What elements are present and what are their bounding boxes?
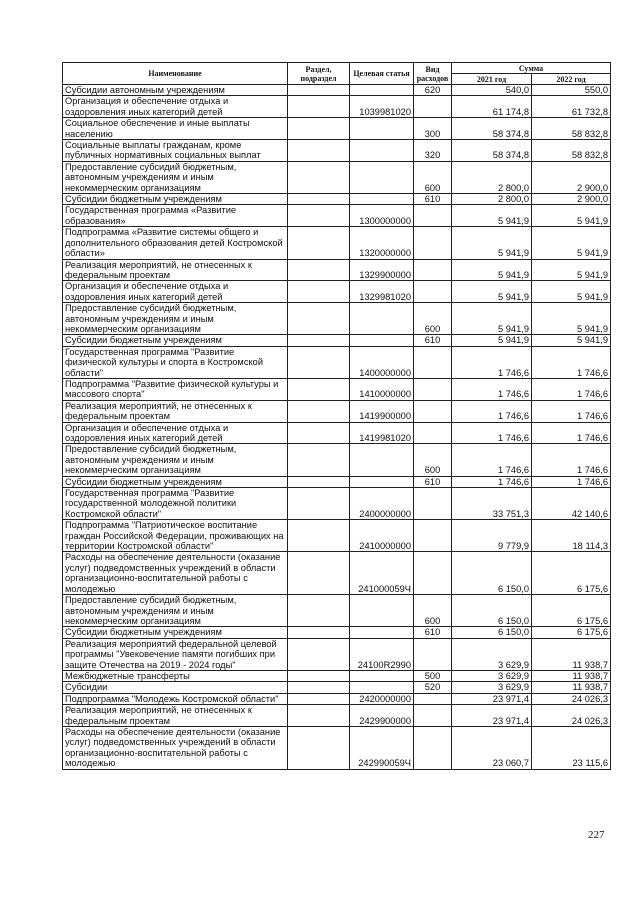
row-expense-type	[414, 705, 452, 727]
row-name: Предоставление субсидий бюджетным, автономным учреждениям и иным некоммерческим организациям	[63, 444, 288, 476]
table-row	[63, 638, 611, 670]
row-amount-2022: 58 832,8	[532, 118, 611, 140]
row-target-code: 1329900000	[350, 259, 414, 281]
row-amount-2022: 550,0	[532, 85, 611, 96]
row-section	[288, 638, 350, 670]
row-amount-2021: 9 779,9	[452, 520, 532, 552]
row-amount-2022: 5 941,9	[532, 303, 611, 335]
row-amount-2021: 540,0	[452, 85, 532, 96]
row-name: Социальное обеспечение и иные выплаты населению	[63, 118, 288, 140]
row-expense-type: 300	[414, 118, 452, 140]
table-row	[63, 693, 611, 704]
header-type: Вид расходов	[414, 63, 452, 85]
row-expense-type: 500	[414, 670, 452, 681]
row-name: Государственная программа "Развитие государственной молодежной политики Костромской области"	[63, 488, 288, 520]
row-target-code: 2410000000	[350, 520, 414, 552]
table-row	[63, 161, 611, 193]
row-amount-2022: 5 941,9	[532, 259, 611, 281]
row-expense-type	[414, 488, 452, 520]
row-target-code: 1300000000	[350, 205, 414, 227]
row-expense-type: 600	[414, 303, 452, 335]
row-target-code	[350, 444, 414, 476]
row-target-code: 1329981020	[350, 281, 414, 303]
row-expense-type	[414, 693, 452, 704]
row-section	[288, 346, 350, 378]
row-amount-2022: 1 746,6	[532, 422, 611, 444]
row-section	[288, 693, 350, 704]
table-row	[63, 227, 611, 259]
row-amount-2022: 11 938,7	[532, 638, 611, 670]
table-row	[63, 670, 611, 681]
row-name: Подпрограмма "Патриотическое воспитание граждан Российской Федерации, проживающих на территории Костромской области"	[63, 520, 288, 552]
row-name: Подпрограмма "Развитие физической культуры и массового спорта"	[63, 378, 288, 400]
row-name: Организация и обеспечение отдыха и оздоровления иных категорий детей	[63, 281, 288, 303]
row-section	[288, 205, 350, 227]
row-expense-type: 320	[414, 140, 452, 162]
row-section	[288, 96, 350, 118]
row-section	[288, 520, 350, 552]
table-row	[63, 96, 611, 118]
row-name: Предоставление субсидий бюджетным, автономным учреждениям и иным некоммерческим организациям	[63, 303, 288, 335]
row-amount-2022: 5 941,9	[532, 281, 611, 303]
row-target-code: 1400000000	[350, 346, 414, 378]
row-name: Организация и обеспечение отдыха и оздоровления иных категорий детей	[63, 96, 288, 118]
row-name: Субсидии бюджетным учреждениям	[63, 335, 288, 346]
row-amount-2022: 18 114,3	[532, 520, 611, 552]
row-section	[288, 552, 350, 595]
row-target-code	[350, 140, 414, 162]
table-row	[63, 346, 611, 378]
row-target-code: 242990059Ч	[350, 726, 414, 769]
row-amount-2021: 3 629,9	[452, 638, 532, 670]
table-row	[63, 259, 611, 281]
table-row	[63, 552, 611, 595]
table-header	[63, 63, 611, 85]
row-amount-2021: 3 629,9	[452, 670, 532, 681]
row-section	[288, 595, 350, 627]
row-amount-2022: 42 140,6	[532, 488, 611, 520]
row-expense-type: 600	[414, 444, 452, 476]
row-expense-type	[414, 552, 452, 595]
row-amount-2021: 23 971,4	[452, 705, 532, 727]
row-section	[288, 378, 350, 400]
row-amount-2021: 5 941,9	[452, 205, 532, 227]
row-amount-2022: 6 175,6	[532, 627, 611, 638]
row-amount-2021: 1 746,6	[452, 378, 532, 400]
row-target-code: 2420000000	[350, 693, 414, 704]
row-expense-type	[414, 422, 452, 444]
row-amount-2022: 1 746,6	[532, 378, 611, 400]
row-amount-2021: 5 941,9	[452, 335, 532, 346]
row-section	[288, 627, 350, 638]
row-target-code	[350, 627, 414, 638]
row-amount-2022: 11 938,7	[532, 670, 611, 681]
row-name: Реализация мероприятий, не отнесенных к федеральным проектам	[63, 400, 288, 422]
row-section	[288, 140, 350, 162]
row-expense-type: 520	[414, 682, 452, 693]
row-amount-2022: 24 026,3	[532, 705, 611, 727]
row-target-code: 1320000000	[350, 227, 414, 259]
row-expense-type	[414, 205, 452, 227]
row-amount-2021: 5 941,9	[452, 227, 532, 259]
row-amount-2022: 23 115,6	[532, 726, 611, 769]
table-row	[63, 488, 611, 520]
table-body	[63, 85, 611, 770]
table-row	[63, 422, 611, 444]
table-row	[63, 378, 611, 400]
table-row	[63, 520, 611, 552]
header-target: Целевая статья	[350, 63, 414, 85]
row-amount-2022: 2 900,0	[532, 194, 611, 205]
table-row	[63, 705, 611, 727]
row-section	[288, 476, 350, 487]
row-amount-2022: 11 938,7	[532, 682, 611, 693]
row-target-code: 2429900000	[350, 705, 414, 727]
row-amount-2021: 5 941,9	[452, 281, 532, 303]
row-section	[288, 705, 350, 727]
row-section	[288, 335, 350, 346]
header-sum: Сумма	[452, 63, 611, 74]
table-row	[63, 726, 611, 769]
row-section	[288, 488, 350, 520]
row-amount-2022: 24 026,3	[532, 693, 611, 704]
row-name: Расходы на обеспечение деятельности (оказание услуг) подведомственных учреждений в области организационно-воспитательной работы с молодежью	[63, 552, 288, 595]
row-expense-type	[414, 281, 452, 303]
row-amount-2021: 58 374,8	[452, 140, 532, 162]
row-target-code	[350, 682, 414, 693]
row-amount-2021: 6 150,0	[452, 552, 532, 595]
row-expense-type	[414, 96, 452, 118]
row-target-code: 2400000000	[350, 488, 414, 520]
row-section	[288, 85, 350, 96]
row-amount-2021: 23 971,4	[452, 693, 532, 704]
row-target-code	[350, 303, 414, 335]
row-amount-2022: 6 175,6	[532, 595, 611, 627]
row-section	[288, 118, 350, 140]
row-name: Организация и обеспечение отдыха и оздоровления иных категорий детей	[63, 422, 288, 444]
page-number: 227	[588, 829, 605, 841]
table-row	[63, 682, 611, 693]
row-amount-2021: 5 941,9	[452, 303, 532, 335]
row-target-code	[350, 194, 414, 205]
row-name: Межбюджетные трансферты	[63, 670, 288, 681]
row-amount-2021: 2 800,0	[452, 194, 532, 205]
row-name: Субсидии бюджетным учреждениям	[63, 476, 288, 487]
row-name: Субсидии автономным учреждениям	[63, 85, 288, 96]
row-amount-2022: 1 746,6	[532, 476, 611, 487]
row-section	[288, 670, 350, 681]
row-amount-2022: 5 941,9	[532, 205, 611, 227]
row-amount-2021: 3 629,9	[452, 682, 532, 693]
row-amount-2021: 2 800,0	[452, 161, 532, 193]
table-row	[63, 194, 611, 205]
row-amount-2022: 2 900,0	[532, 161, 611, 193]
row-amount-2022: 5 941,9	[532, 335, 611, 346]
row-amount-2021: 1 746,6	[452, 400, 532, 422]
row-section	[288, 400, 350, 422]
row-name: Государственная программа "Развитие физической культуры и спорта в Костромской области"	[63, 346, 288, 378]
row-expense-type	[414, 638, 452, 670]
row-amount-2021: 61 174,8	[452, 96, 532, 118]
row-expense-type	[414, 227, 452, 259]
table-row	[63, 281, 611, 303]
row-expense-type: 600	[414, 161, 452, 193]
row-target-code	[350, 161, 414, 193]
row-section	[288, 161, 350, 193]
row-section	[288, 422, 350, 444]
header-section: Раздел, подраздел	[288, 63, 350, 85]
row-expense-type	[414, 400, 452, 422]
row-amount-2022: 58 832,8	[532, 140, 611, 162]
table-row	[63, 335, 611, 346]
table-row	[63, 400, 611, 422]
row-name: Субсидии	[63, 682, 288, 693]
table-row	[63, 140, 611, 162]
row-amount-2022: 1 746,6	[532, 346, 611, 378]
budget-table	[62, 62, 611, 770]
row-expense-type	[414, 520, 452, 552]
row-name: Субсидии бюджетным учреждениям	[63, 627, 288, 638]
row-name: Предоставление субсидий бюджетным, автономным учреждениям и иным некоммерческим организациям	[63, 161, 288, 193]
row-amount-2021: 1 746,6	[452, 476, 532, 487]
row-target-code: 24100R2990	[350, 638, 414, 670]
row-name: Реализация мероприятий федеральной целевой программы "Увековечение памяти погибших при защите Отечества на 2019 - 2024 годы"	[63, 638, 288, 670]
header-name: Наименование	[63, 63, 288, 85]
table-row	[63, 627, 611, 638]
row-amount-2022: 1 746,6	[532, 444, 611, 476]
row-expense-type	[414, 378, 452, 400]
header-year-2022: 2022 год	[532, 74, 611, 85]
row-amount-2021: 23 060,7	[452, 726, 532, 769]
row-expense-type: 620	[414, 85, 452, 96]
row-expense-type: 610	[414, 476, 452, 487]
header-year-2021: 2021 год	[452, 74, 532, 85]
row-target-code: 1419981020	[350, 422, 414, 444]
row-section	[288, 281, 350, 303]
row-target-code: 241000059Ч	[350, 552, 414, 595]
row-amount-2021: 6 150,0	[452, 627, 532, 638]
row-amount-2022: 6 175,6	[532, 552, 611, 595]
row-target-code	[350, 335, 414, 346]
table-row	[63, 444, 611, 476]
row-expense-type: 600	[414, 595, 452, 627]
row-name: Реализация мероприятий, не отнесенных к федеральным проектам	[63, 705, 288, 727]
row-target-code	[350, 595, 414, 627]
row-target-code: 1410000000	[350, 378, 414, 400]
table-row	[63, 85, 611, 96]
row-expense-type	[414, 259, 452, 281]
row-name: Подпрограмма "Молодежь Костромской области"	[63, 693, 288, 704]
table-row	[63, 476, 611, 487]
row-target-code	[350, 85, 414, 96]
row-section	[288, 444, 350, 476]
row-name: Субсидии бюджетным учреждениям	[63, 194, 288, 205]
table-row	[63, 595, 611, 627]
row-section	[288, 303, 350, 335]
row-amount-2022: 61 732,8	[532, 96, 611, 118]
row-amount-2021: 1 746,6	[452, 346, 532, 378]
row-amount-2021: 58 374,8	[452, 118, 532, 140]
row-amount-2022: 5 941,9	[532, 227, 611, 259]
row-expense-type	[414, 346, 452, 378]
row-section	[288, 682, 350, 693]
row-name: Социальные выплаты гражданам, кроме публичных нормативных социальных выплат	[63, 140, 288, 162]
row-amount-2021: 33 751,3	[452, 488, 532, 520]
row-target-code	[350, 670, 414, 681]
row-expense-type: 610	[414, 627, 452, 638]
row-target-code: 1039981020	[350, 96, 414, 118]
table-row	[63, 303, 611, 335]
row-section	[288, 227, 350, 259]
row-target-code	[350, 118, 414, 140]
row-amount-2021: 5 941,9	[452, 259, 532, 281]
row-name: Государственная программа «Развитие образования»	[63, 205, 288, 227]
row-expense-type: 610	[414, 194, 452, 205]
table-row	[63, 118, 611, 140]
row-name: Предоставление субсидий бюджетным, автономным учреждениям и иным некоммерческим организациям	[63, 595, 288, 627]
row-name: Расходы на обеспечение деятельности (оказание услуг) подведомственных учреждений в области организационно-воспитательной работы с молодежью	[63, 726, 288, 769]
table-row	[63, 205, 611, 227]
row-expense-type	[414, 726, 452, 769]
row-target-code	[350, 476, 414, 487]
row-section	[288, 726, 350, 769]
row-section	[288, 259, 350, 281]
row-expense-type: 610	[414, 335, 452, 346]
row-name: Реализация мероприятий, не отнесенных к федеральным проектам	[63, 259, 288, 281]
row-amount-2021: 1 746,6	[452, 444, 532, 476]
row-name: Подпрограмма «Развитие системы общего и дополнительного образования детей Костромской области»	[63, 227, 288, 259]
row-amount-2021: 6 150,0	[452, 595, 532, 627]
row-section	[288, 194, 350, 205]
row-target-code: 1419900000	[350, 400, 414, 422]
row-amount-2022: 1 746,6	[532, 400, 611, 422]
row-amount-2021: 1 746,6	[452, 422, 532, 444]
